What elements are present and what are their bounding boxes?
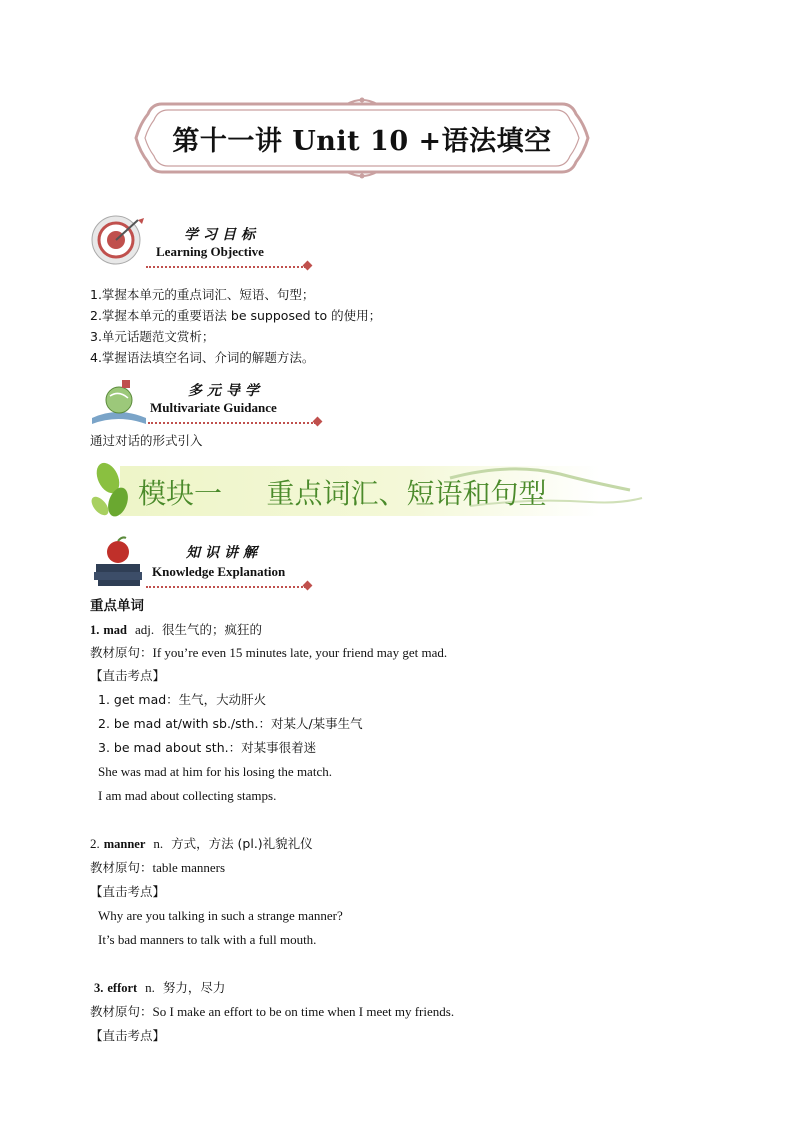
diamond-icon	[313, 417, 323, 427]
vocab-entry-manner: 2. manner n. 方式，方法 (pl.)礼貌礼仪	[90, 836, 313, 851]
vocab-entry-mad: 1. mad adj. 很生气的；疯狂的	[90, 622, 263, 637]
section-header-objective	[88, 206, 318, 272]
source-sentence: 教材原句：If you’re even 15 minutes late, your friend may get mad.	[90, 645, 448, 660]
module-title: 模块一 重点词汇、短语和句型	[138, 477, 547, 510]
module-banner	[90, 458, 645, 524]
objective-item-1: 1.掌握本单元的重点词汇、短语、句型；	[90, 287, 315, 302]
vocab-entry-effort: 3. effort n. 努力，尽力	[94, 980, 226, 995]
objective-item-4: 4.掌握语法填空名词、介词的解题方法。	[90, 350, 315, 365]
section-cn-label: 学习目标	[184, 227, 260, 243]
example-sentence: It’s bad manners to talk with a full mouth.	[98, 932, 317, 947]
dotted-divider	[148, 422, 316, 424]
dotted-divider	[146, 586, 306, 588]
section-cn-label: 知识讲解	[186, 545, 262, 561]
example-sentence: She was mad at him for his losing the match.	[98, 764, 332, 779]
title-banner	[132, 96, 592, 180]
section-en-label: Learning Objective	[156, 244, 264, 259]
point-item: 1. get mad：生气，大动肝火	[98, 692, 267, 707]
section-en-label: Knowledge Explanation	[152, 564, 286, 579]
objective-item-2: 2.掌握本单元的重要语法 be supposed to 的使用；	[90, 308, 382, 323]
diamond-icon	[303, 261, 313, 271]
apple-books-icon	[92, 534, 146, 588]
diamond-icon	[303, 581, 313, 591]
source-sentence: 教材原句：So I make an effort to be on time when I meet my friends.	[90, 1004, 455, 1019]
point-item: 3. be mad about sth.：对某事很着迷	[98, 740, 317, 755]
guidance-text: 通过对话的形式引入	[90, 433, 203, 448]
vocab-heading: 重点单词	[90, 598, 144, 614]
points-label: 【直击考点】	[90, 668, 166, 683]
book-globe-icon	[88, 376, 150, 426]
objective-item-3: 3.单元话题范文赏析；	[90, 329, 215, 344]
page-title: 第十一讲 Unit 10 +语法填空	[172, 125, 552, 157]
example-sentence: Why are you talking in such a strange manner?	[98, 908, 343, 923]
section-header-guidance	[88, 374, 328, 430]
point-item: 2. be mad at/with sb./sth.：对某人/某事生气	[98, 716, 363, 731]
example-sentence: I am mad about collecting stamps.	[98, 788, 277, 803]
source-sentence: 教材原句：table manners	[90, 860, 226, 875]
points-label: 【直击考点】	[90, 1028, 166, 1043]
target-icon	[88, 206, 148, 270]
section-cn-label: 多元导学	[188, 383, 264, 399]
points-label: 【直击考点】	[90, 884, 166, 899]
section-header-knowledge	[88, 534, 318, 590]
section-en-label: Multivariate Guidance	[150, 400, 277, 415]
dotted-divider	[146, 266, 306, 268]
